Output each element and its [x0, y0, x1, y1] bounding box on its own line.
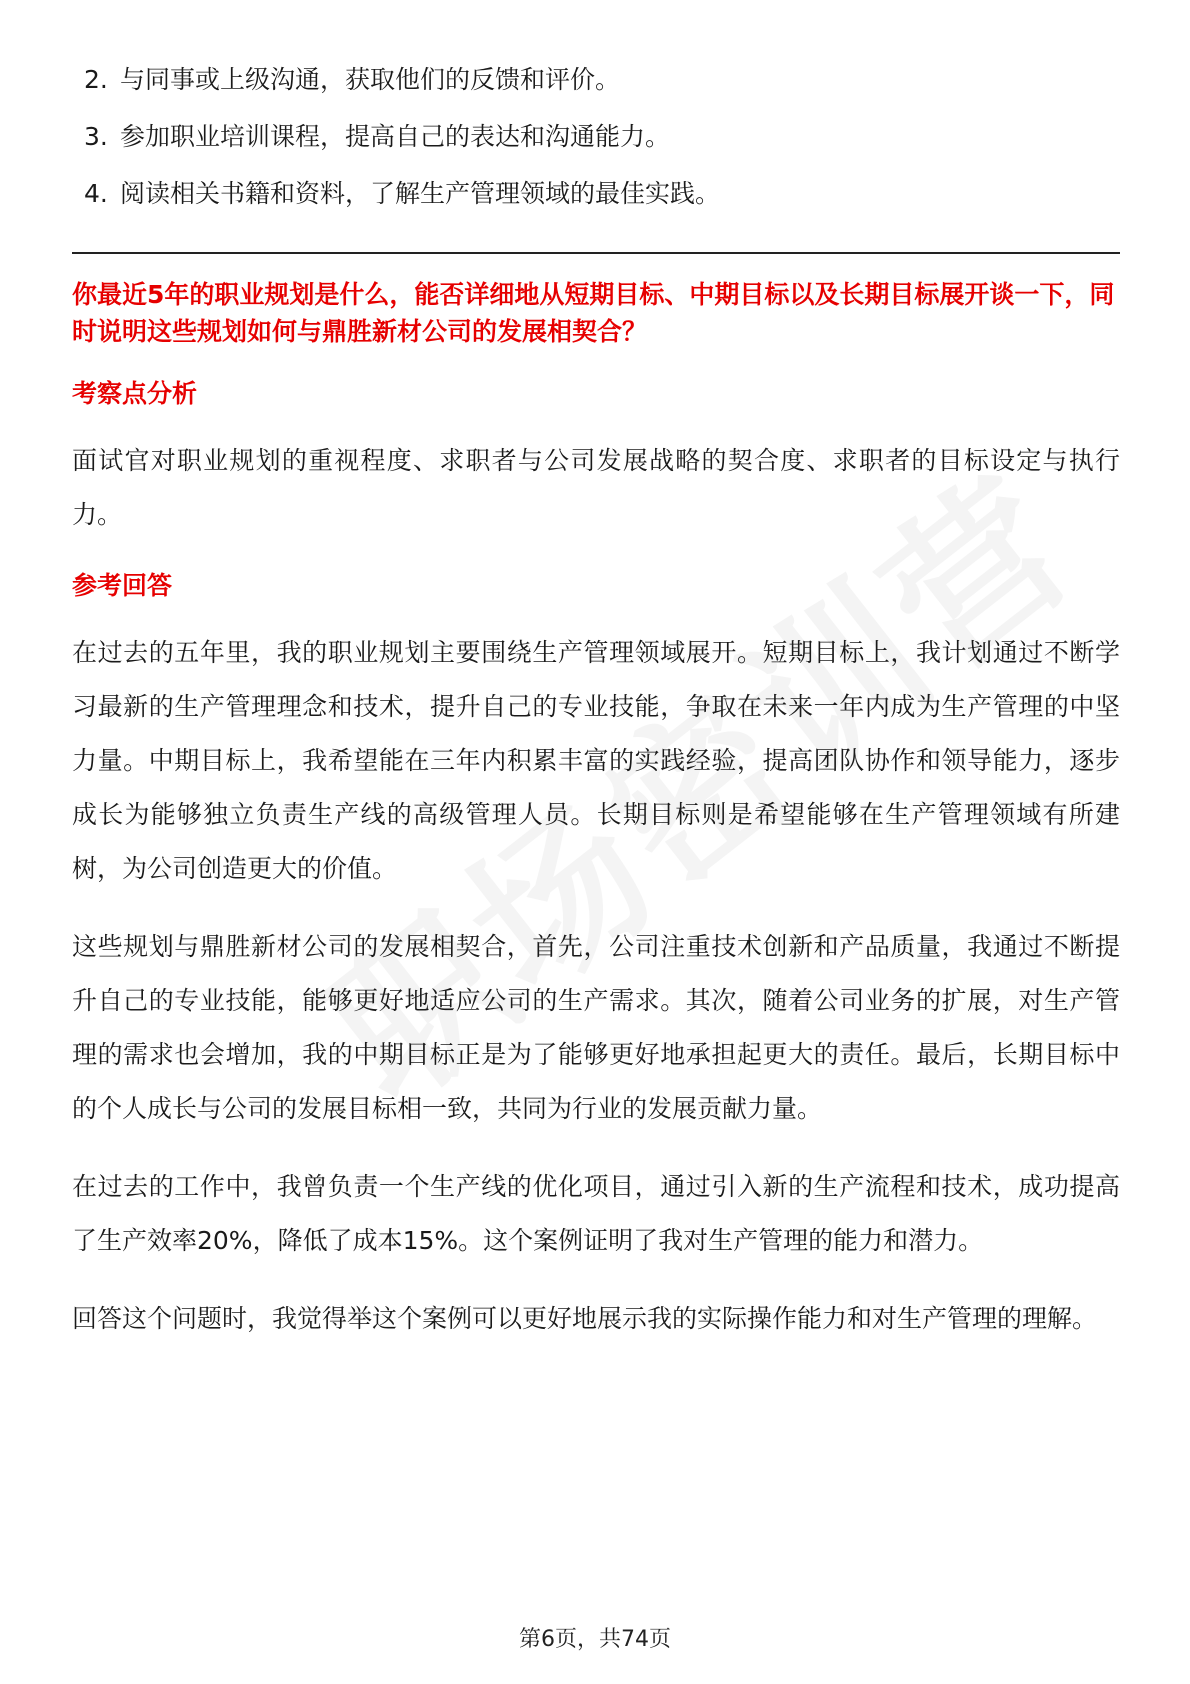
list-item-text: 与同事或上级沟通，获取他们的反馈和评价。	[120, 65, 621, 94]
previous-list	[72, 62, 1120, 212]
interview-question: 你最近5年的职业规划是什么，能否详细地从短期目标、中期目标以及长期目标展开谈一下，同时说明这些规划如何与鼎胜新材公司的发展相契合？	[72, 280, 1115, 346]
list-item	[72, 62, 1120, 98]
document-page	[72, 62, 1120, 1346]
list-item-number: 2.	[84, 65, 108, 94]
list-item-text: 阅读相关书籍和资料，了解生产管理领域的最佳实践。	[120, 179, 721, 208]
list-item-number: 3.	[84, 122, 108, 151]
answer-paragraph: 在过去的工作中，我曾负责一个生产线的优化项目，通过引入新的生产流程和技术，成功提高了生产效率20%，降低了成本15%。这个案例证明了我对生产管理的能力和潜力。	[72, 1172, 1120, 1255]
answer-paragraph: 这些规划与鼎胜新材公司的发展相契合，首先，公司注重技术创新和产品质量，我通过不断提升自己的专业技能，能够更好地适应公司的生产需求。其次，随着公司业务的扩展，对生产管理的需求也会增加，我的中期目标正是为了能够更好地承担起更大的责任。最后，长期目标中的个人成长与公司的发展目标相一致，共同为行业的发展贡献力量。	[72, 932, 1120, 1123]
page-number-footer: 第6页，共74页	[519, 1627, 671, 1652]
list-item	[72, 119, 1120, 155]
section-divider	[72, 252, 1120, 254]
list-item	[72, 176, 1120, 212]
analysis-text: 面试官对职业规划的重视程度、求职者与公司发展战略的契合度、求职者的目标设定与执行力。	[72, 446, 1120, 529]
answer-paragraph: 回答这个问题时，我觉得举这个案例可以更好地展示我的实际操作能力和对生产管理的理解。	[72, 1304, 1098, 1333]
answer-heading: 参考回答	[72, 571, 173, 600]
list-item-text: 参加职业培训课程，提高自己的表达和沟通能力。	[120, 122, 671, 151]
analysis-heading: 考察点分析	[72, 379, 198, 408]
list-item-number: 4.	[84, 179, 108, 208]
answer-paragraph: 在过去的五年里，我的职业规划主要围绕生产管理领域展开。短期目标上，我计划通过不断学习最新的生产管理理念和技术，提升自己的专业技能，争取在未来一年内成为生产管理的中坚力量。中期目标上，我希望能在三年内积累丰富的实践经验，提高团队协作和领导能力，逐步成长为能够独立负责生产线的高级管理人员。长期目标则是希望能够在生产管理领域有所建树，为公司创造更大的价值。	[72, 638, 1120, 883]
